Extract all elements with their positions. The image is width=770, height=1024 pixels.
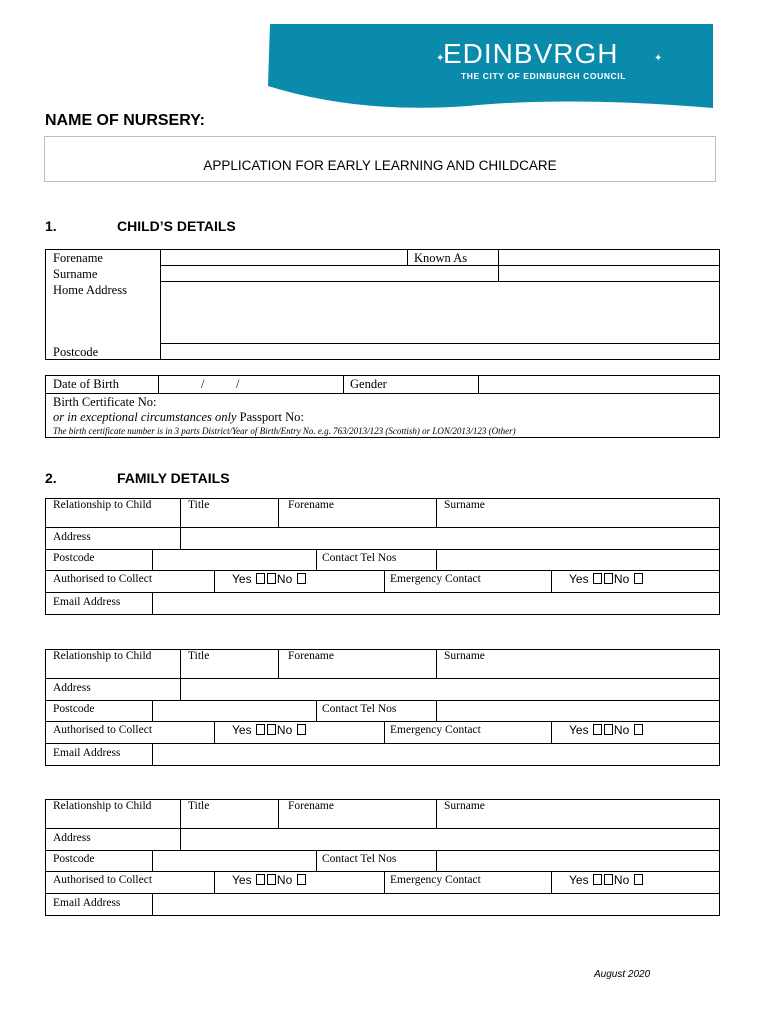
emergency-no-checkbox[interactable] bbox=[634, 573, 643, 584]
emergency-contact-label: Emergency Contact bbox=[390, 874, 481, 886]
email-field[interactable] bbox=[153, 593, 719, 614]
no-label: No bbox=[276, 723, 293, 737]
yes-label: Yes bbox=[232, 723, 252, 737]
authorised-to-collect-label: Authorised to Collect bbox=[53, 724, 153, 736]
form-title: APPLICATION FOR EARLY LEARNING AND CHILDCARE bbox=[203, 158, 557, 173]
emergency-yes-checkbox[interactable] bbox=[593, 724, 602, 735]
emergency-contact-label: Emergency Contact bbox=[390, 724, 481, 736]
contact-tel-label: Contact Tel Nos bbox=[322, 853, 397, 865]
section-2-number: 2. bbox=[45, 470, 57, 486]
postcode-field[interactable] bbox=[153, 701, 316, 721]
birth-certificate-label: Birth Certificate No: bbox=[53, 395, 157, 409]
contact-tel-field[interactable] bbox=[437, 701, 719, 721]
yes-label: Yes bbox=[232, 572, 252, 586]
authorised-yes-checkbox-2[interactable] bbox=[267, 724, 276, 735]
child-postcode-label: Postcode bbox=[53, 345, 99, 359]
passport-italic-text: or in exceptional circumstances only bbox=[53, 410, 237, 424]
dob-label: Date of Birth bbox=[53, 377, 119, 391]
surname-label: Surname bbox=[444, 650, 485, 662]
emergency-yes-checkbox-2[interactable] bbox=[604, 573, 613, 584]
email-address-label: Email Address bbox=[53, 596, 121, 608]
relationship-label: Relationship to Child bbox=[53, 499, 152, 511]
title-label: Title bbox=[188, 499, 210, 511]
gender-label: Gender bbox=[350, 377, 387, 391]
contact-tel-field[interactable] bbox=[437, 851, 719, 871]
address-field[interactable] bbox=[181, 829, 719, 850]
passport-text: Passport No: bbox=[239, 410, 304, 424]
yes-label: Yes bbox=[232, 873, 252, 887]
postcode-label: Postcode bbox=[53, 853, 95, 865]
authorised-yes-no bbox=[232, 572, 307, 586]
dob-slash-1: / bbox=[201, 377, 205, 391]
address-field[interactable] bbox=[181, 679, 719, 700]
relationship-label: Relationship to Child bbox=[53, 650, 152, 662]
logo-wordmark: EDINBVRGH bbox=[443, 38, 619, 69]
svg-text:✦: ✦ bbox=[654, 53, 663, 64]
surname-label: Surname bbox=[444, 499, 485, 511]
birth-certificate-note: The birth certificate number is in 3 parts District/Year of Birth/Entry No. e.g. 763/2013/123 (Scottish) or LON/2013/123 (Other) bbox=[53, 426, 516, 436]
emergency-yes-checkbox-2[interactable] bbox=[604, 874, 613, 885]
contact-tel-label: Contact Tel Nos bbox=[322, 703, 397, 715]
form-title-box bbox=[44, 136, 716, 182]
authorised-yes-no bbox=[232, 723, 307, 737]
relationship-label: Relationship to Child bbox=[53, 800, 152, 812]
postcode-field[interactable] bbox=[153, 550, 316, 570]
forename-label: Forename bbox=[288, 800, 334, 812]
surname-label: Surname bbox=[444, 800, 485, 812]
title-label: Title bbox=[188, 800, 210, 812]
no-label: No bbox=[613, 723, 630, 737]
authorised-no-checkbox[interactable] bbox=[297, 724, 306, 735]
authorised-no-checkbox[interactable] bbox=[297, 573, 306, 584]
authorised-yes-checkbox[interactable] bbox=[256, 573, 265, 584]
yes-label: Yes bbox=[569, 873, 589, 887]
no-label: No bbox=[276, 572, 293, 586]
dob-slash-2: / bbox=[236, 377, 240, 391]
section-1-number: 1. bbox=[45, 218, 57, 234]
address-label: Address bbox=[53, 682, 91, 694]
no-label: No bbox=[613, 572, 630, 586]
section-1-title: CHILD’S DETAILS bbox=[117, 218, 236, 234]
emergency-contact-label: Emergency Contact bbox=[390, 573, 481, 585]
child-known-as-field[interactable] bbox=[499, 250, 719, 265]
yes-label: Yes bbox=[569, 723, 589, 737]
passport-label bbox=[53, 410, 304, 424]
address-field[interactable] bbox=[181, 528, 719, 549]
child-home-address-label: Home Address bbox=[53, 283, 127, 297]
logo-subtitle: THE CITY OF EDINBURGH COUNCIL bbox=[461, 71, 627, 81]
dob-field[interactable] bbox=[159, 376, 343, 393]
email-field[interactable] bbox=[153, 744, 719, 765]
footer-date: August 2020 bbox=[594, 969, 651, 980]
no-label: No bbox=[276, 873, 293, 887]
title-label: Title bbox=[188, 650, 210, 662]
contact-tel-label: Contact Tel Nos bbox=[322, 552, 397, 564]
authorised-to-collect-label: Authorised to Collect bbox=[53, 874, 153, 886]
address-label: Address bbox=[53, 832, 91, 844]
section-2-title: FAMILY DETAILS bbox=[117, 470, 230, 486]
authorised-yes-checkbox[interactable] bbox=[256, 874, 265, 885]
authorised-to-collect-label: Authorised to Collect bbox=[53, 573, 153, 585]
postcode-label: Postcode bbox=[53, 552, 95, 564]
authorised-yes-no bbox=[232, 873, 307, 887]
gender-field[interactable] bbox=[479, 376, 719, 393]
child-home-address-field[interactable] bbox=[161, 282, 719, 343]
contact-tel-field[interactable] bbox=[437, 550, 719, 570]
email-address-label: Email Address bbox=[53, 897, 121, 909]
emergency-yes-no bbox=[569, 723, 644, 737]
email-address-label: Email Address bbox=[53, 747, 121, 759]
child-forename-label: Forename bbox=[53, 251, 103, 265]
email-field[interactable] bbox=[153, 894, 719, 915]
emergency-yes-no bbox=[569, 873, 644, 887]
child-forename-field[interactable] bbox=[161, 250, 407, 265]
emergency-no-checkbox[interactable] bbox=[634, 874, 643, 885]
emergency-no-checkbox[interactable] bbox=[634, 724, 643, 735]
authorised-yes-checkbox-2[interactable] bbox=[267, 874, 276, 885]
authorised-yes-checkbox[interactable] bbox=[256, 724, 265, 735]
yes-label: Yes bbox=[569, 572, 589, 586]
forename-label: Forename bbox=[288, 650, 334, 662]
postcode-label: Postcode bbox=[53, 703, 95, 715]
no-label: No bbox=[613, 873, 630, 887]
emergency-yes-checkbox-2[interactable] bbox=[604, 724, 613, 735]
address-label: Address bbox=[53, 531, 91, 543]
child-known-as-label: Known As bbox=[414, 251, 468, 265]
authorised-yes-checkbox-2[interactable] bbox=[267, 573, 276, 584]
postcode-field[interactable] bbox=[153, 851, 316, 871]
child-surname-field[interactable] bbox=[161, 266, 719, 281]
child-surname-label: Surname bbox=[53, 267, 98, 281]
authorised-no-checkbox[interactable] bbox=[297, 874, 306, 885]
svg-text:✦: ✦ bbox=[436, 53, 445, 64]
emergency-yes-checkbox[interactable] bbox=[593, 874, 602, 885]
child-postcode-field[interactable] bbox=[161, 344, 719, 359]
forename-label: Forename bbox=[288, 499, 334, 511]
emergency-yes-no bbox=[569, 572, 644, 586]
edinburgh-logo bbox=[268, 24, 713, 108]
nursery-name-label: NAME OF NURSERY: bbox=[45, 112, 205, 129]
emergency-yes-checkbox[interactable] bbox=[593, 573, 602, 584]
